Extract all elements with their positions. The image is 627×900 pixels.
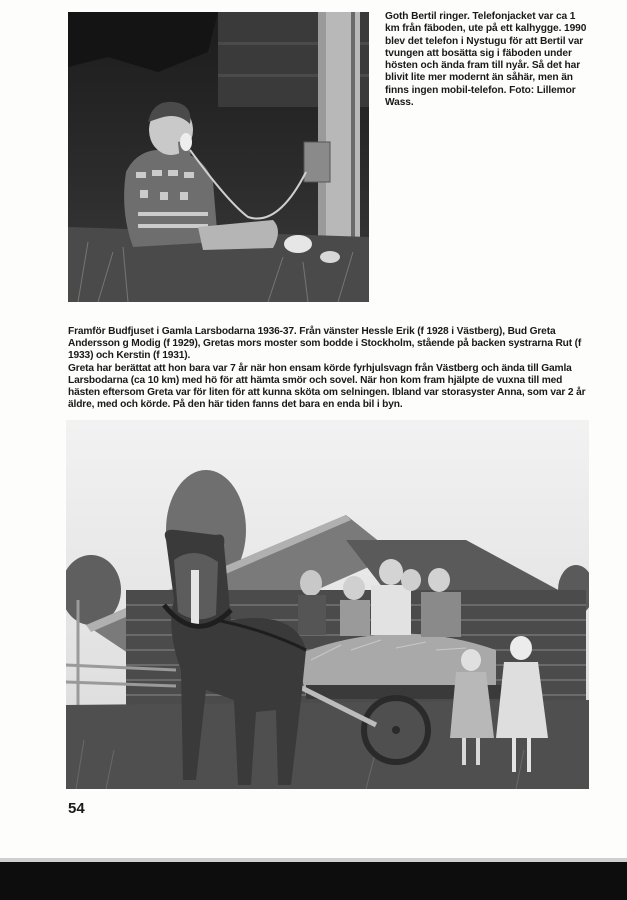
- telephone-photo: [68, 12, 369, 302]
- page-number: 54: [68, 800, 85, 817]
- top-photo-caption: Goth Bertil ringer. Telefonjacket var ca 1 km från fäboden, ute på ett kalhygge. 1990 blev det telefon i Nystugu för att Bertil var tvungen att bosätta sig i fäboden under hösten och ända fram till nyår. Så det har blivit lite mer modernt än såhär, men än finns ingen mobil-telefon. Foto: Lillemor Wass.: [385, 11, 587, 109]
- horse-wagon-photo: [66, 420, 589, 789]
- bottom-photo-caption: [68, 326, 592, 411]
- caption-paragraph: Framför Budfjuset i Gamla Larsbodarna 1936-37. Från vänster Hessle Erik (f 1928 i Västberg), Bud Greta Andersson g Modig (f 1929), Gretas mors moster som bodde i Stockholm, stående på backen systrarna Rut (f 1933) och Kerstin (f 1931).: [68, 326, 582, 362]
- scan-border: [0, 862, 627, 900]
- caption-paragraph: Greta har berättat att hon bara var 7 år när hon ensam körde fyrhjulsvagn från Västberg och ända till Gamla Larsbodarna (ca 10 km) med hö för att hämta smör och sovel. När hon kom fram hjälpte de vuxna till med hästen eftersom Greta var för liten för att kunna sköta om selningen. Ibland var storasyster Anna, som var 2 år äldre, med och körde. På den här tiden fanns det bara en enda bil i byn.: [68, 362, 586, 411]
